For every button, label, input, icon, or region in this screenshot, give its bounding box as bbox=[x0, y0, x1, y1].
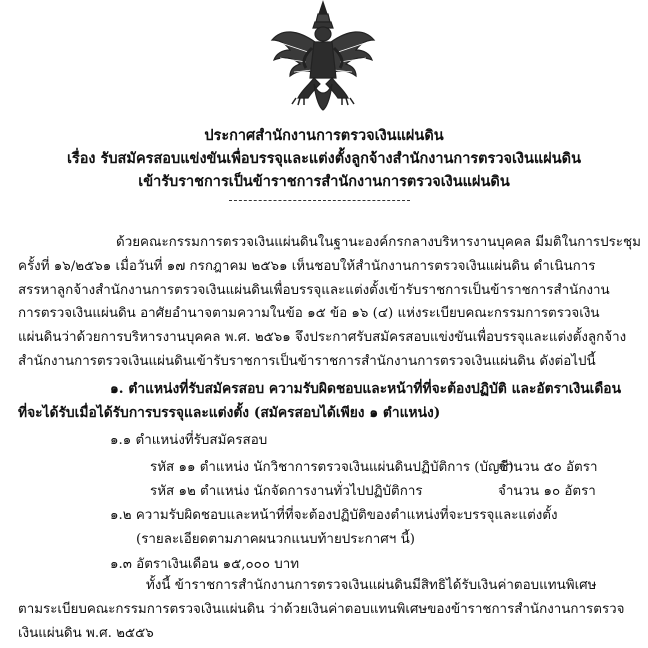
intro-line: แผ่นดินว่าด้วยการบริหารงานบุคคล พ.ศ. ๒๕๖๑ จึงประกาศรับสมัครสอบแข่งขันเพื่อบรรจุและแต่งตั้งลูกจ้าง bbox=[18, 330, 627, 346]
intro-line: สำนักงานการตรวจเงินแผ่นดินเข้ารับราชการเป็นข้าราชการสำนักงานการตรวจเงินแผ่นดิน ดังต่อไปนี้ bbox=[18, 353, 596, 369]
subsection-1-1-title: ๑.๑ ตำแหน่งที่รับสมัครสอบ bbox=[110, 433, 268, 448]
subsection-1-3-line: เงินแผ่นดิน พ.ศ. ๒๕๕๖ bbox=[18, 625, 154, 641]
subsection-1-3-line: ทั้งนี้ ข้าราชการสำนักงานการตรวจเงินแผ่นดินมีสิทธิได้รับเงินค่าตอบแทนพิเศษ bbox=[146, 578, 597, 593]
position-quantity: จำนวน ๑๐ อัตรา bbox=[498, 484, 596, 499]
announcement-title bbox=[20, 124, 628, 193]
title-line-3: เข้ารับราชการเป็นข้าราชการสำนักงานการตรวจเงินแผ่นดิน bbox=[138, 173, 510, 190]
position-text: รหัส ๑๑ ตำแหน่ง นักวิชาการตรวจเงินแผ่นดินปฏิบัติการ (บัญชี) bbox=[150, 460, 514, 475]
intro-line: ครั้งที่ ๑๖/๒๕๖๑ เมื่อวันที่ ๑๗ กรกฎาคม ๒๕๖๑ เห็นชอบให้สำนักงานการตรวจเงินแผ่นดิน ดำเนินการ bbox=[18, 258, 596, 274]
position-row bbox=[150, 480, 602, 501]
garuda-emblem-icon bbox=[268, 0, 378, 112]
position-row bbox=[150, 456, 602, 477]
subsection-1-2-note: (รายละเอียดตามภาคผนวกแนบท้ายประกาศฯ นี้) bbox=[136, 532, 415, 547]
intro-line: การตรวจเงินแผ่นดิน อาศัยอำนาจตามความในข้อ ๑๕ ข้อ ๑๖ (๔) แห่งระเบียบคณะกรรมการตรวจเงิน bbox=[18, 306, 600, 322]
subsection-1-3-paragraph bbox=[18, 574, 628, 645]
intro-paragraph bbox=[18, 231, 641, 374]
title-divider bbox=[229, 200, 410, 201]
section-1-heading bbox=[18, 378, 628, 426]
title-line-1: ประกาศสำนักงานการตรวจเงินแผ่นดิน bbox=[204, 127, 444, 144]
position-quantity: จำนวน ๕๐ อัตรา bbox=[498, 460, 598, 475]
intro-line: สรรหาลูกจ้างสำนักงานการตรวจเงินแผ่นดินเพื่อบรรจุและแต่งตั้งเข้ารับราชการเป็นข้าราชการสำนักงาน bbox=[18, 282, 610, 298]
section-1-heading-line: ที่จะได้รับเมื่อได้รับการบรรจุและแต่งตั้ง (สมัครสอบได้เพียง ๑ ตำแหน่ง) bbox=[18, 404, 441, 421]
subsection-1-3-title: ๑.๓ อัตราเงินเดือน ๑๕,๐๐๐ บาท bbox=[110, 557, 300, 572]
subsection-1-3-line: ตามระเบียบคณะกรรมการตรวจเงินแผ่นดิน ว่าด้วยเงินค่าตอบแทนพิเศษของข้าราชการสำนักงานการตรวจ bbox=[18, 601, 625, 617]
subsection-1-2-title: ๑.๒ ความรับผิดชอบและหน้าที่ที่จะต้องปฏิบัติของตำแหน่งที่จะบรรจุและแต่งตั้ง bbox=[110, 508, 558, 523]
section-1-heading-line: ๑. ตำแหน่งที่รับสมัครสอบ ความรับผิดชอบและหน้าที่ที่จะต้องปฏิบัติ และอัตราเงินเดือน bbox=[110, 381, 622, 397]
intro-line: ด้วยคณะกรรมการตรวจเงินแผ่นดินในฐานะองค์กรกลางบริหารงานบุคคล มีมติในการประชุม bbox=[116, 235, 641, 250]
position-text: รหัส ๑๒ ตำแหน่ง นักจัดการงานทั่วไปปฏิบัติการ bbox=[150, 484, 423, 499]
title-line-2: เรื่อง รับสมัครสอบแข่งขันเพื่อบรรจุและแต่งตั้งลูกจ้างสำนักงานการตรวจเงินแผ่นดิน bbox=[66, 150, 582, 167]
